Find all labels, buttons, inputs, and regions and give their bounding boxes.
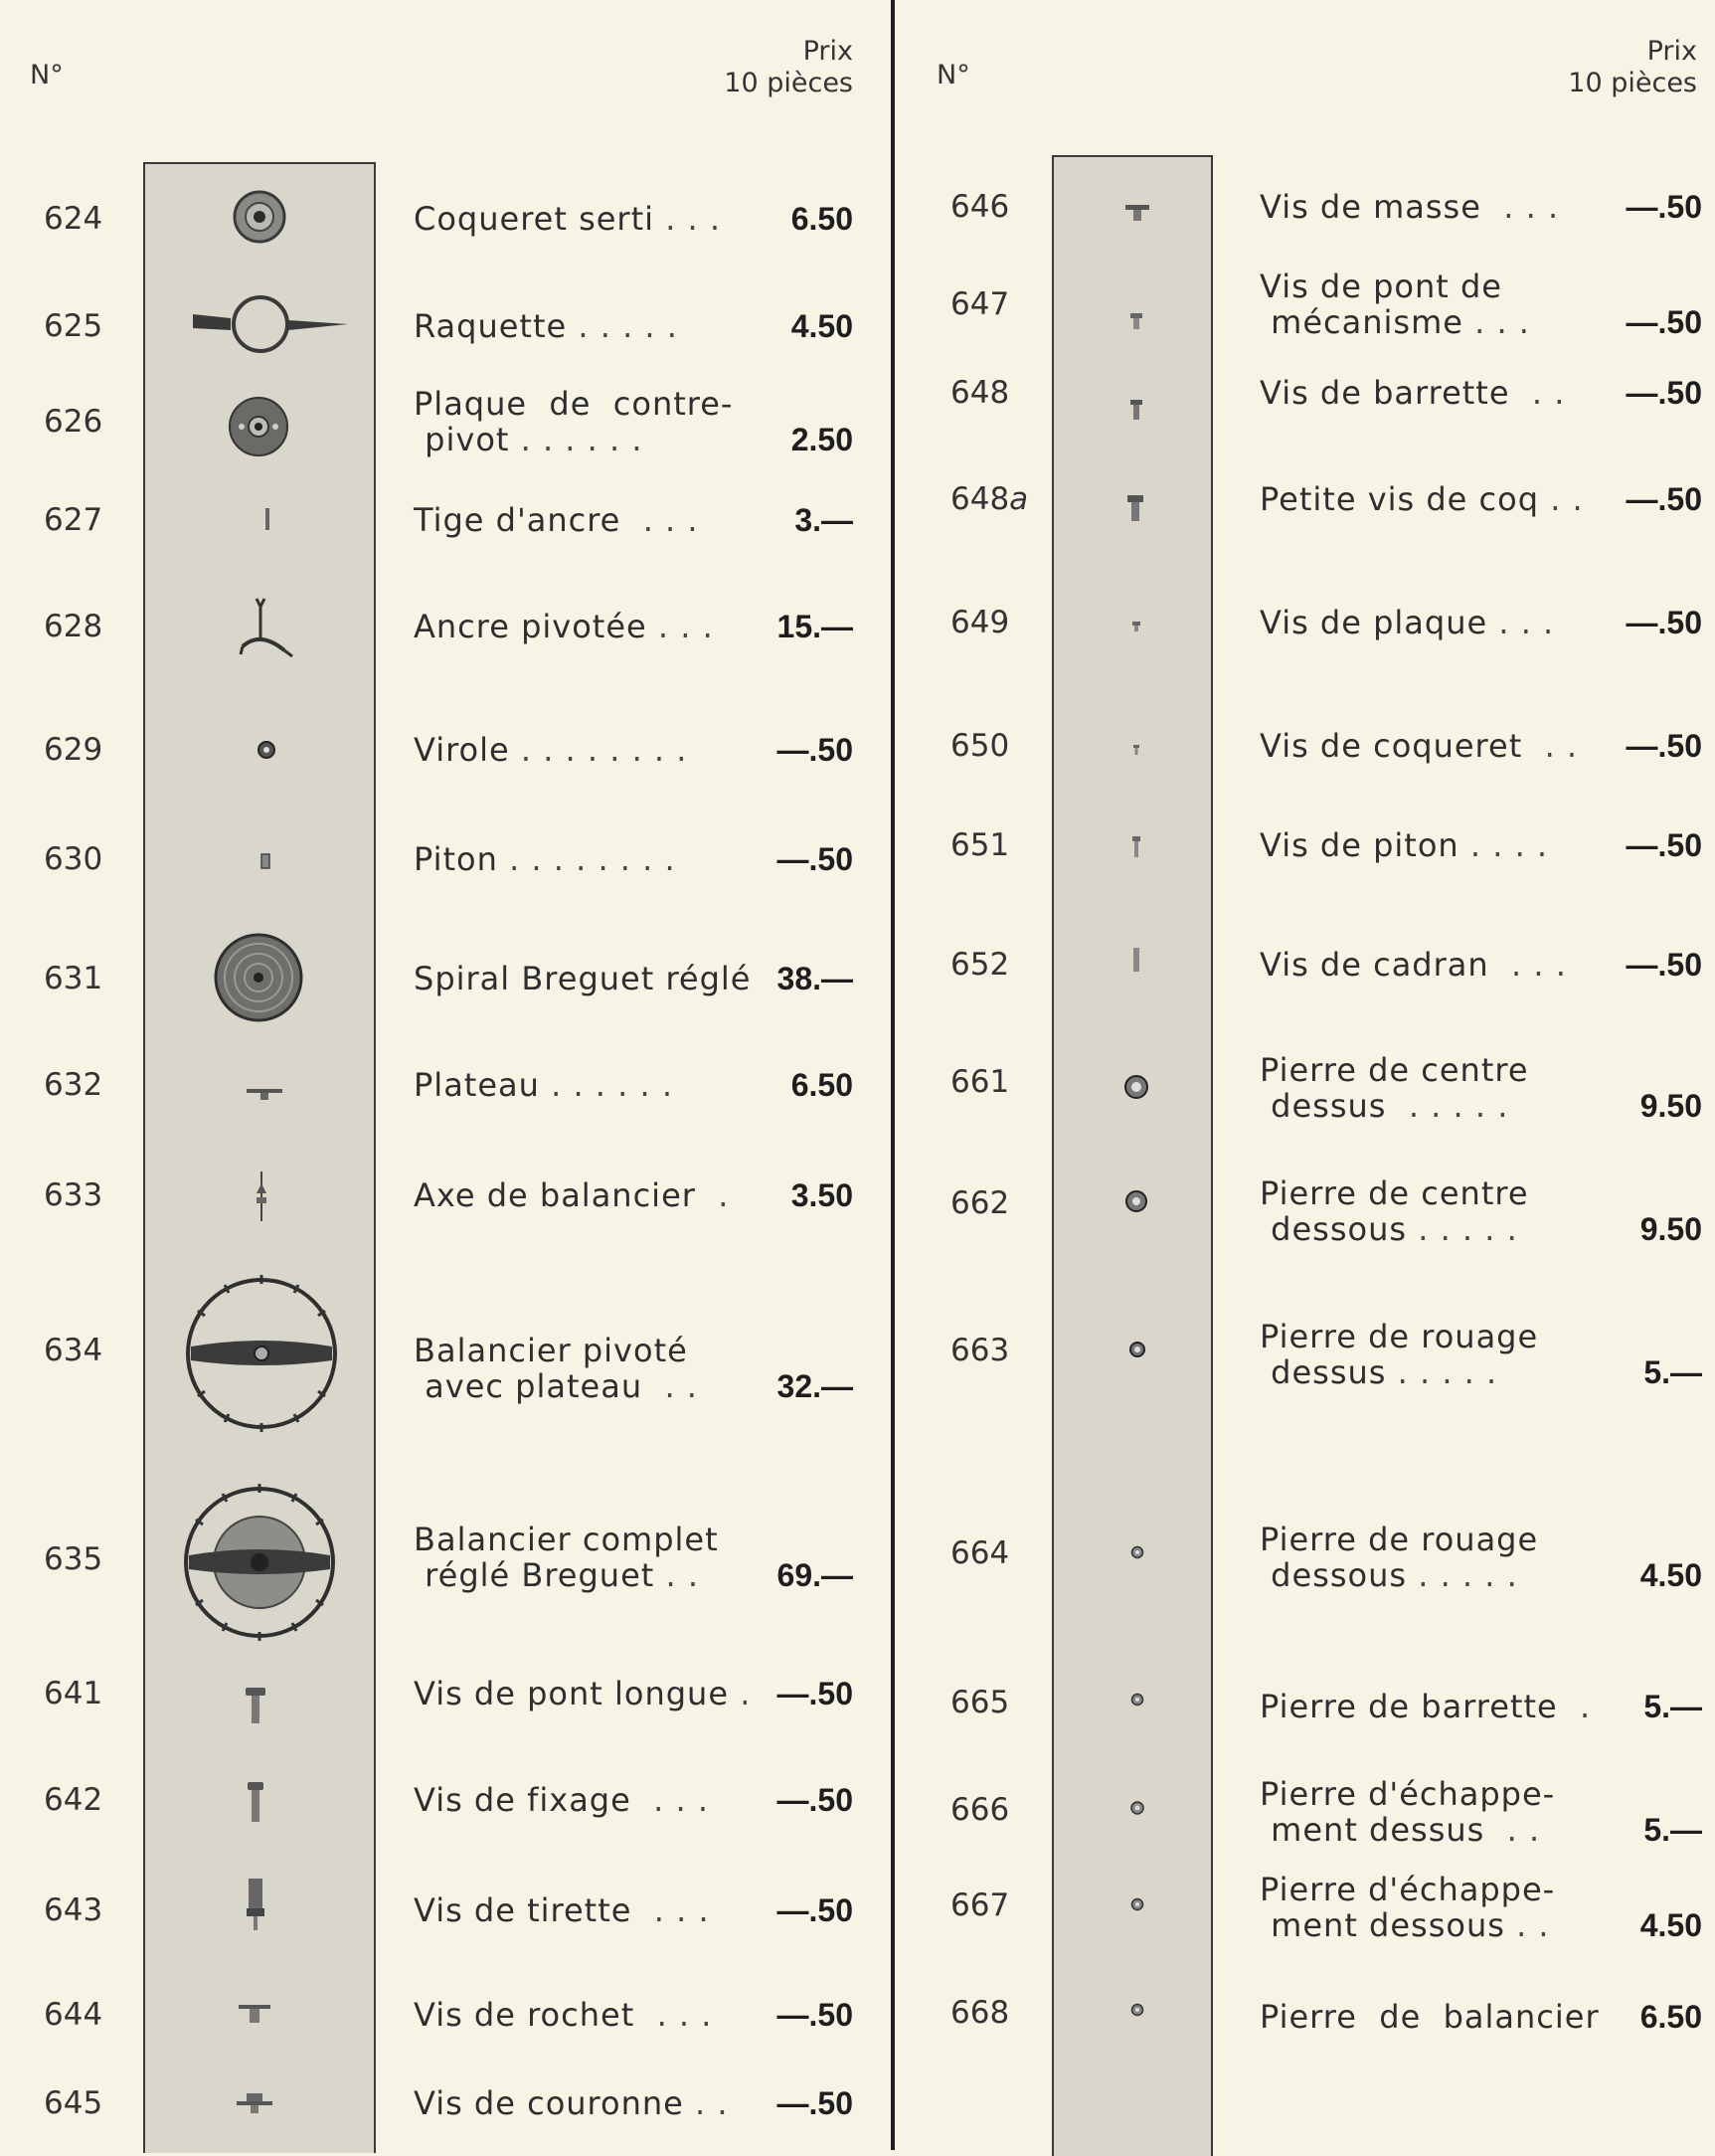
part-price: 3.50 xyxy=(790,1177,853,1213)
part-number: 650 xyxy=(950,728,1010,764)
part-number: 644 xyxy=(44,1997,103,2033)
part-price: —.50 xyxy=(1626,189,1702,225)
jewel-icon xyxy=(1130,1693,1144,1707)
part-price: 15.— xyxy=(776,609,853,644)
part-number: 631 xyxy=(44,961,103,996)
part-price: —.50 xyxy=(1626,375,1702,411)
part-description: Vis de piton . . . . xyxy=(1260,826,1549,864)
part-price: 5.— xyxy=(1643,1812,1702,1848)
part-price: 4.50 xyxy=(1639,1557,1702,1593)
part-number: 628 xyxy=(44,609,103,644)
part-number: 624 xyxy=(44,201,103,237)
plaque-icon xyxy=(228,396,289,457)
jewel-icon xyxy=(1130,2003,1144,2017)
part-number: 627 xyxy=(44,502,103,538)
screw-icon xyxy=(1132,744,1140,756)
part-description: Vis de fixage . . . xyxy=(414,1781,709,1819)
part-description: Spiral Breguet réglé xyxy=(414,960,752,997)
part-number: 646 xyxy=(950,189,1010,225)
part-price: —.50 xyxy=(776,841,853,877)
price-header-line1: Prix xyxy=(1646,36,1697,67)
part-number: 642 xyxy=(44,1782,103,1818)
part-description: Vis de cadran . . . xyxy=(1260,946,1567,984)
jewel-icon xyxy=(1123,1074,1149,1100)
screw-icon xyxy=(1129,312,1143,330)
part-number: 625 xyxy=(44,308,103,344)
part-number: 665 xyxy=(950,1685,1010,1720)
part-number: 649 xyxy=(950,605,1010,640)
part-description: Plateau . . . . . . xyxy=(414,1066,673,1104)
jewel-icon xyxy=(1128,1341,1146,1358)
part-number: 626 xyxy=(44,404,103,440)
screw-icon xyxy=(1131,835,1141,859)
part-price: —.50 xyxy=(1626,481,1702,517)
coqueret-icon xyxy=(232,189,287,245)
part-number: 663 xyxy=(950,1333,1010,1368)
part-price: 6.50 xyxy=(790,201,853,237)
part-description: Pierre d'échappe- ment dessous . . xyxy=(1260,1871,1556,1944)
plateau-icon xyxy=(245,1087,284,1101)
part-number: 652 xyxy=(950,947,1010,983)
number-header: N° xyxy=(30,60,64,90)
part-price: 4.50 xyxy=(790,308,853,344)
part-description: Vis de tirette . . . xyxy=(414,1891,710,1929)
part-description: Pierre de barrette . xyxy=(1260,1688,1592,1725)
part-description: Pierre de rouage dessous . . . . . xyxy=(1260,1521,1539,1594)
part-price: 3.— xyxy=(794,502,853,538)
part-price: —.50 xyxy=(1626,304,1702,340)
part-description: Virole . . . . . . . . xyxy=(414,731,688,769)
screw-icon xyxy=(1132,947,1140,973)
part-price: 5.— xyxy=(1643,1354,1702,1390)
number-header: N° xyxy=(937,60,970,90)
part-number: 630 xyxy=(44,841,103,877)
price-header-line2: 10 pièces xyxy=(1568,68,1697,98)
axe-icon xyxy=(254,1171,269,1221)
part-price: —.50 xyxy=(776,2085,853,2121)
part-description: Plaque de contre- pivot . . . . . . xyxy=(414,385,734,458)
part-number: 648 xyxy=(950,375,1010,411)
ancre-icon xyxy=(235,595,298,664)
price-header-line1: Prix xyxy=(802,36,853,67)
part-number: 643 xyxy=(44,1892,103,1928)
screw-icon xyxy=(1131,621,1141,632)
part-description: Ancre pivotée . . . xyxy=(414,608,714,645)
part-price: 9.50 xyxy=(1639,1088,1702,1124)
part-description: Axe de balancier . xyxy=(414,1176,730,1214)
screw-icon xyxy=(1123,203,1151,223)
part-description: Vis de couronne . . xyxy=(414,2084,729,2122)
part-number: 634 xyxy=(44,1333,103,1368)
part-price: 69.— xyxy=(776,1557,853,1593)
part-description: Vis de masse . . . xyxy=(1260,188,1560,226)
part-description: Petite vis de coq . . xyxy=(1260,480,1584,518)
part-description: Vis de barrette . . xyxy=(1260,374,1566,412)
part-price: —.50 xyxy=(776,1997,853,2033)
screw-icon xyxy=(244,1877,267,1932)
part-price: —.50 xyxy=(1626,947,1702,983)
raquette-icon xyxy=(191,292,350,356)
part-description: Vis de coqueret . . xyxy=(1260,727,1579,765)
part-price: 38.— xyxy=(776,961,853,996)
part-description: Balancier pivoté avec plateau . . xyxy=(414,1332,698,1405)
part-price: 6.50 xyxy=(1639,1999,1702,2035)
parts-photo-strip xyxy=(1052,155,1213,2156)
piton-icon xyxy=(260,853,270,869)
balancier-complet-icon xyxy=(177,1480,342,1645)
balancier-icon xyxy=(179,1271,344,1436)
part-price: 6.50 xyxy=(790,1067,853,1103)
part-price: —.50 xyxy=(776,1782,853,1818)
price-header xyxy=(1568,36,1697,99)
part-description: Vis de pont longue . xyxy=(414,1675,752,1712)
part-price: —.50 xyxy=(1626,827,1702,863)
part-number: 667 xyxy=(950,1887,1010,1923)
screw-icon xyxy=(244,1686,267,1725)
spiral-icon xyxy=(214,933,303,1022)
tige-icon xyxy=(263,508,271,530)
part-description: Piton . . . . . . . . xyxy=(414,840,676,878)
part-number: 664 xyxy=(950,1535,1010,1571)
part-number: 668 xyxy=(950,1995,1010,2031)
part-description: Vis de pont de mécanisme . . . xyxy=(1260,268,1530,341)
part-price: —.50 xyxy=(1626,605,1702,640)
part-price: 32.— xyxy=(776,1368,853,1404)
part-description: Balancier complet réglé Breguet . . xyxy=(414,1521,719,1594)
parts-photo-strip xyxy=(143,162,376,2153)
right-column xyxy=(897,0,1715,2150)
part-description: Pierre de centre dessous . . . . . xyxy=(1260,1174,1529,1248)
part-description: Vis de plaque . . . xyxy=(1260,604,1555,641)
part-price: —.50 xyxy=(776,1892,853,1928)
part-number: 662 xyxy=(950,1185,1010,1221)
part-number: 632 xyxy=(44,1067,103,1103)
screw-icon xyxy=(1129,399,1143,421)
jewel-icon xyxy=(1124,1189,1148,1213)
screw-icon xyxy=(244,1780,267,1824)
screw-icon xyxy=(1125,493,1145,523)
part-description: Vis de rochet . . . xyxy=(414,1996,713,2034)
jewel-icon xyxy=(1130,1897,1144,1911)
price-header xyxy=(724,36,853,99)
part-number: 633 xyxy=(44,1177,103,1213)
part-number: 651 xyxy=(950,827,1010,863)
jewel-icon xyxy=(1130,1545,1144,1559)
part-number: 648a xyxy=(950,481,1029,517)
part-description: Pierre de rouage dessus . . . . . xyxy=(1260,1318,1539,1391)
part-description: Tige d'ancre . . . xyxy=(414,501,699,539)
part-number: 635 xyxy=(44,1541,103,1577)
part-price: 9.50 xyxy=(1639,1211,1702,1247)
part-number: 661 xyxy=(950,1064,1010,1100)
part-price: 2.50 xyxy=(790,422,853,457)
part-description: Coqueret serti . . . xyxy=(414,200,722,238)
price-header-line2: 10 pièces xyxy=(724,68,853,98)
part-number: 647 xyxy=(950,286,1010,322)
part-price: —.50 xyxy=(1626,728,1702,764)
part-price: —.50 xyxy=(776,732,853,768)
part-price: —.50 xyxy=(776,1676,853,1711)
part-number: 641 xyxy=(44,1676,103,1711)
screw-icon xyxy=(235,2091,274,2115)
part-number: 666 xyxy=(950,1792,1010,1828)
jewel-icon xyxy=(1129,1800,1145,1816)
virole-icon xyxy=(257,740,276,760)
part-description: Pierre d'échappe- ment dessus . . xyxy=(1260,1775,1556,1849)
screw-icon xyxy=(237,2003,272,2025)
part-description: Pierre de balancier xyxy=(1260,1998,1600,2036)
part-number: 629 xyxy=(44,732,103,768)
part-description: Raquette . . . . . xyxy=(414,307,678,345)
part-description: Pierre de centre dessus . . . . . xyxy=(1260,1051,1529,1125)
part-number: 645 xyxy=(44,2085,103,2121)
part-price: 4.50 xyxy=(1639,1907,1702,1943)
part-price: 5.— xyxy=(1643,1689,1702,1724)
